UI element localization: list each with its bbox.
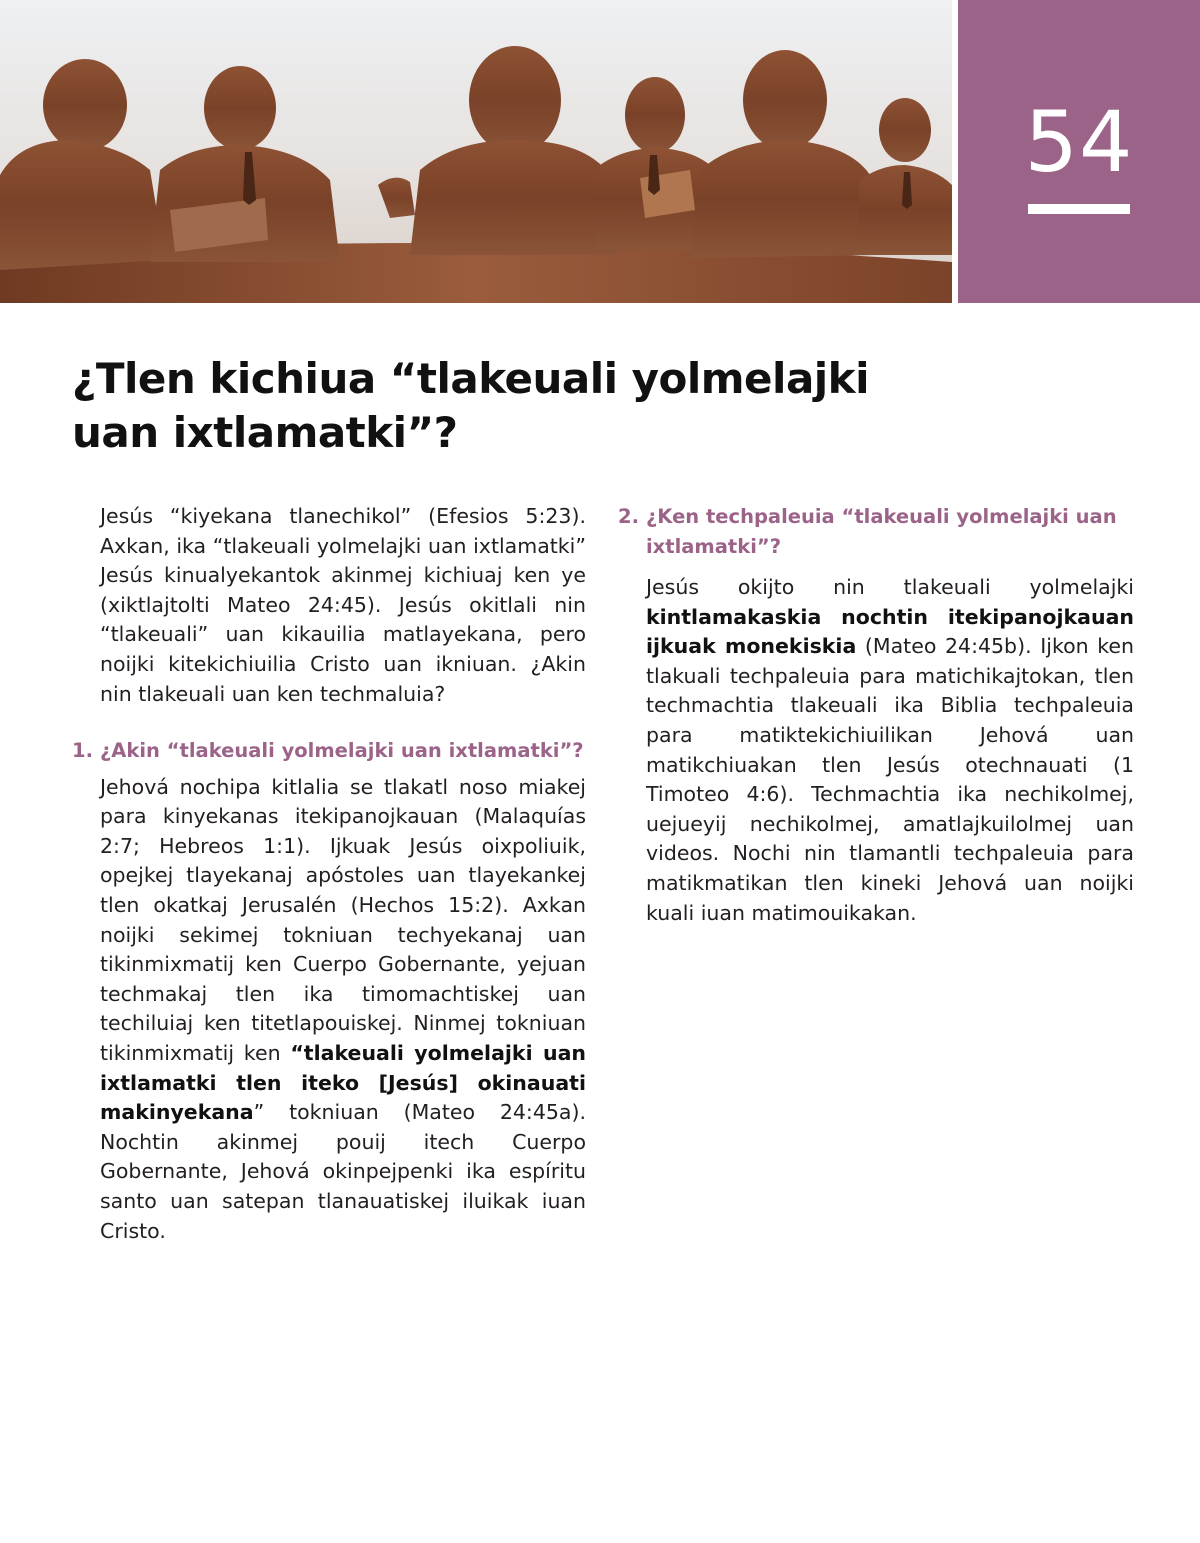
hero-image — [0, 0, 952, 303]
right-column — [618, 502, 1134, 928]
lesson-number-box — [958, 0, 1200, 303]
question-1-text-part-2: ” tokniuan (Mateo 24:45a). Nochtin akinmej pouij itech Cuerpo Gobernante, Jehová okinpejpenki ika espíritu santo uan satepan tlanauatiskej iluikak iuan Cristo. — [100, 1100, 586, 1243]
question-2-text: ¿Ken techpaleuia “tlakeuali yolmelajki uan ixtlamatki”? — [646, 505, 1117, 558]
question-2-heading — [618, 502, 1134, 561]
question-2-paragraph — [646, 573, 1134, 928]
page-title: ¿Tlen kichiua “tlakeuali yolmelajki uan ixtlamatki”? — [72, 354, 870, 457]
lesson-number-underline — [1028, 204, 1130, 214]
lesson-number: 54 — [1024, 93, 1134, 191]
question-2-number: 2. — [618, 505, 639, 528]
question-1-bold-text: “tlakeuali yolmelajki uan ixtlamatki tlen iteko [Jesús] okinauati makinyekana — [100, 1041, 586, 1125]
question-1-number: 1. — [72, 739, 93, 763]
question-2-bold-text: kintlamakaskia nochtin itekipanojkauan ijkuak monekiskia — [646, 604, 1134, 659]
question-1-heading — [72, 736, 586, 766]
question-1-text-part-1: Jehová nochipa kitlalia se tlakatl noso miakej para kinyekanas itekipanojkauan (Malaquías 2:7; Hebreos 1:1). Ijkuak Jesús oixpoliuik, opejkej tlayekanaj apóstoles uan tlayekankej tlen okatkaj Jerusalén (Hechos 15:2). Axkan noijki sekimej tokniuan techyekanaj uan tikinmixmatij ken Cuerpo Gobernante, yejuan techmakaj tlen ika timomachtiskej uan techiluiaj ken titetlapouiskej. Ninmej tokniuan tikinmixmatij ken — [100, 774, 586, 1065]
intro-paragraph: Jesús “kiyekana tlanechikol” (Efesios 5:23). Axkan, ika “tlakeuali yolmelajki uan ixtlamatki” Jesús kinualyekantok akinmej kichiuaj ken ye (xiktlajtolti Mateo 24:45). Jesús okitlali nin “tlakeuali” uan kikauilia matlayekana, pero noijki kitekichiuilia Cristo uan ikniuan. ¿Akin nin tlakeuali uan ken techmaluia? — [100, 504, 586, 706]
question-2-text-part-2: (Mateo 24:45b). Ijkon ken tlakuali techpaleuia para matichikajtokan, tlen techmachtia tlakeuali ika Biblia techpaleuia para matiktekichiuilikan Jehová uan matikchiuakan tlen Jesús otechnauati (1 Timoteo 4:6). Techmachtia ika nechikolmej, uejueyij nechikolmej, amatlajkuilolmej uan videos. Nochi nin tlamantli techpaleuia para matikmatikan tlen kineki Jehová uan noijki kuali iuan matimouikakan. — [646, 634, 1134, 925]
question-1-text: ¿Akin “tlakeuali yolmelajki uan ixtlamatki”? — [100, 739, 584, 763]
question-1-paragraph — [100, 773, 586, 1247]
left-column — [72, 502, 586, 1246]
question-2-text-part-1: Jesús okijto nin tlakeuali yolmelajki — [646, 575, 1134, 599]
men-silhouettes-illustration — [0, 0, 952, 303]
